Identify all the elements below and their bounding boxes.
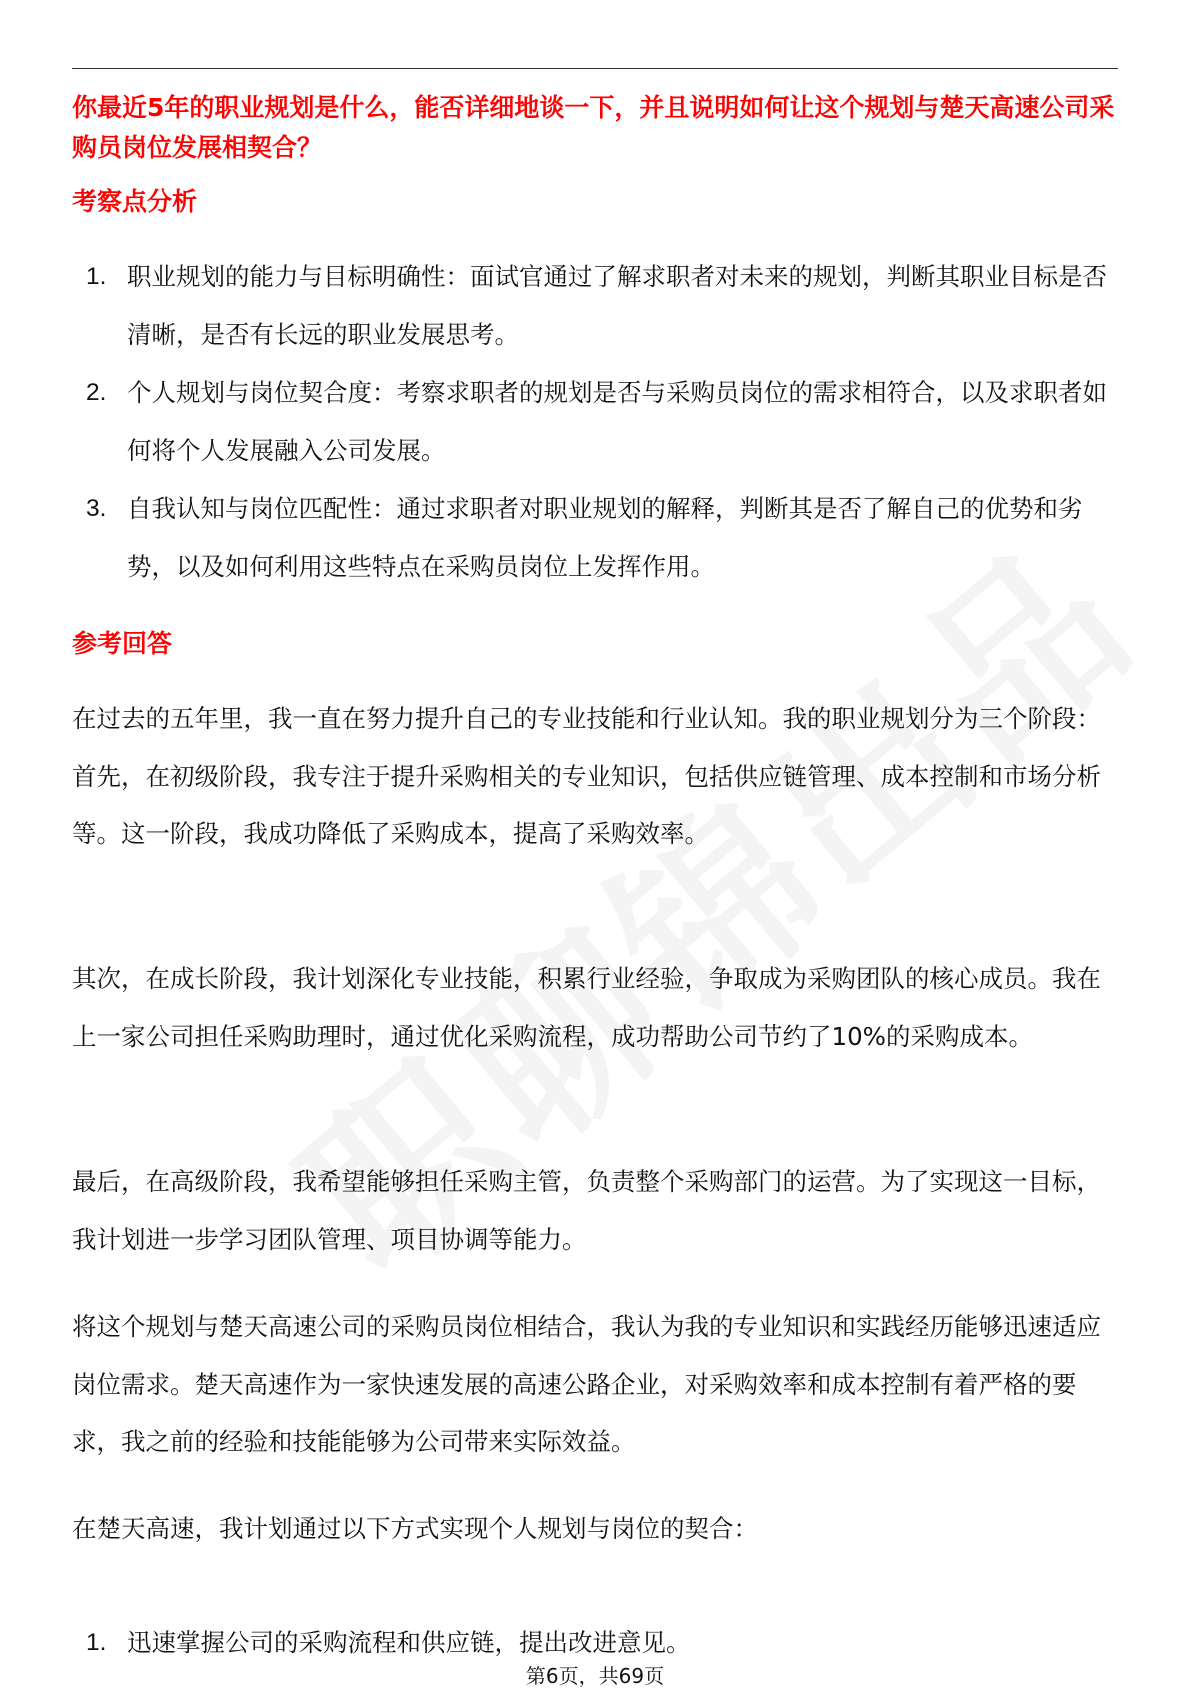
list-number: 1. — [86, 263, 107, 290]
answer-paragraph: 将这个规划与楚天高速公司的采购员岗位相结合，我认为我的专业知识和实践经历能够迅速适应岗位需求。楚天高速作为一家快速发展的高速公路企业，对采购效率和成本控制有着严格的要求，我之前的经验和技能能够为公司带来实际效益。 — [72, 1312, 1101, 1456]
list-number: 2. — [86, 379, 107, 406]
list-number: 1. — [86, 1629, 107, 1656]
list-item-text: 职业规划的能力与目标明确性：面试官通过了解求职者对未来的规划，判断其职业目标是否清晰，是否有长远的职业发展思考。 — [127, 262, 1107, 349]
page-footer: 第6页，共69页 — [525, 1664, 665, 1688]
answer-paragraph: 在过去的五年里，我一直在努力提升自己的专业技能和行业认知。我的职业规划分为三个阶段：首先，在初级阶段，我专注于提升采购相关的专业知识，包括供应链管理、成本控制和市场分析等。这一阶段，我成功降低了采购成本，提高了采购效率。 — [72, 704, 1101, 848]
analysis-heading: 考察点分析 — [72, 187, 198, 216]
list-item — [72, 480, 1118, 596]
answer-paragraph: 其次，在成长阶段，我计划深化专业技能，积累行业经验，争取成为采购团队的核心成员。我在上一家公司担任采购助理时，通过优化采购流程，成功帮助公司节约了10%的采购成本。 — [72, 964, 1101, 1051]
answer-heading: 参考回答 — [72, 629, 173, 658]
list-item — [72, 248, 1118, 364]
list-item — [72, 364, 1118, 480]
list-item-text: 迅速掌握公司的采购流程和供应链，提出改进意见。 — [127, 1628, 691, 1657]
header-rule — [72, 68, 1118, 69]
list-item-text: 自我认知与岗位匹配性：通过求职者对职业规划的解释，判断其是否了解自己的优势和劣势，以及如何利用这些特点在采购员岗位上发挥作用。 — [127, 494, 1083, 581]
answer-paragraph: 在楚天高速，我计划通过以下方式实现个人规划与岗位的契合： — [72, 1514, 758, 1543]
list-item-text: 个人规划与岗位契合度：考察求职者的规划是否与采购员岗位的需求相符合，以及求职者如何将个人发展融入公司发展。 — [127, 378, 1107, 465]
question-title: 你最近5年的职业规划是什么，能否详细地谈一下，并且说明如何让这个规划与楚天高速公司采购员岗位发展相契合？ — [72, 93, 1115, 162]
analysis-list — [72, 248, 1118, 596]
list-number: 3. — [86, 495, 107, 522]
answer-paragraph: 最后，在高级阶段，我希望能够担任采购主管，负责整个采购部门的运营。为了实现这一目标，我计划进一步学习团队管理、项目协调等能力。 — [72, 1167, 1101, 1254]
